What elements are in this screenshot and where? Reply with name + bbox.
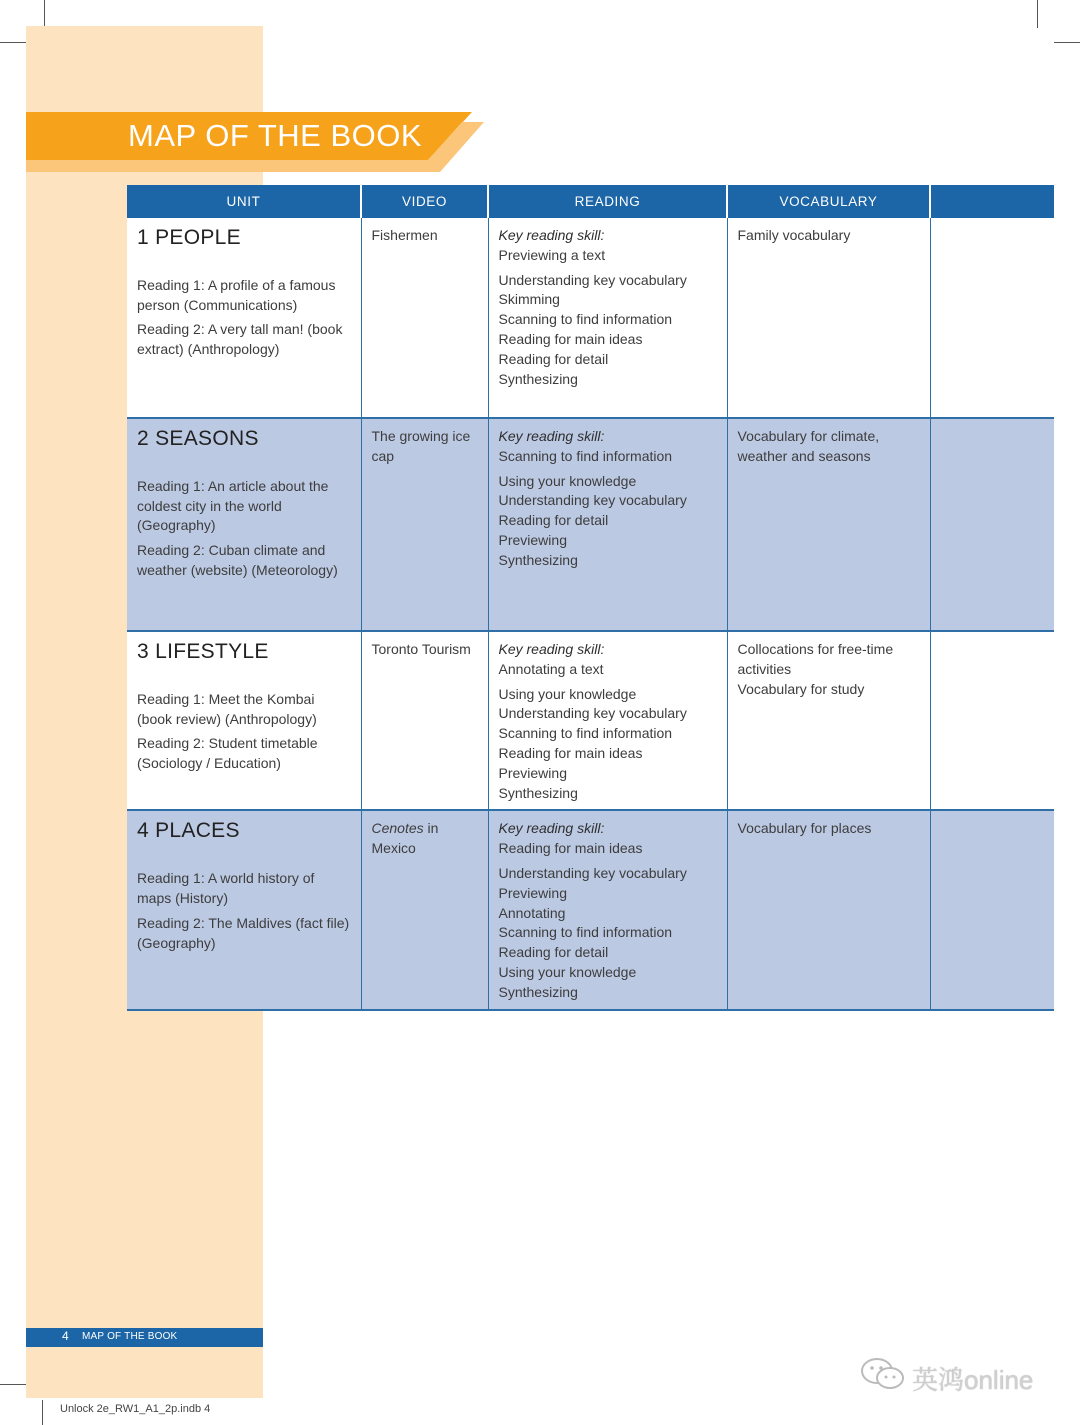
video-cell	[361, 631, 488, 810]
video-title: in Mexico	[371, 820, 439, 857]
skill-item: Understanding key vocabulary	[498, 864, 687, 881]
extra-cell	[930, 810, 1054, 1009]
skill-item: Skimming	[498, 291, 560, 308]
file-info: Unlock 2e_RW1_A1_2p.indb 4	[60, 1403, 211, 1415]
table-row	[127, 418, 1054, 631]
table-row	[127, 218, 1054, 418]
footer-label: MAP OF THE BOOK	[82, 1331, 178, 1342]
watermark	[860, 1356, 1034, 1396]
table-row	[127, 810, 1054, 1009]
key-skill-label: Key reading skill:	[498, 820, 605, 837]
header-row	[127, 185, 1054, 218]
vocabulary-cell	[727, 218, 930, 418]
map-table	[127, 185, 1054, 1011]
reading-text-1: Reading 1: An article about the coldest city in the world (Geography)	[137, 477, 329, 534]
reading-text-1: Reading 1: Meet the Kombai (book review) (Anthropology)	[137, 690, 317, 727]
skill-item: Reading for detail	[498, 350, 609, 367]
skill-item: Previewing	[498, 531, 567, 548]
key-skill-label: Key reading skill:	[498, 428, 605, 444]
extra-cell	[930, 418, 1054, 631]
skill-item: Reading for detail	[498, 512, 609, 529]
column-header-extra	[930, 185, 1054, 218]
vocabulary-item: Family vocabulary	[737, 227, 851, 243]
reading-cell	[488, 418, 727, 631]
reading-cell	[488, 810, 727, 1009]
unit-cell	[127, 810, 361, 1009]
reading-cell	[488, 631, 727, 810]
video-cell	[361, 810, 488, 1009]
skill-item: Annotating	[498, 904, 566, 921]
page-title: MAP OF THE BOOK	[128, 118, 423, 153]
skill-item: Previewing	[498, 764, 567, 781]
skill-item: Synthesizing	[498, 784, 578, 801]
skill-item: Reading for detail	[498, 944, 609, 961]
vocabulary-cell	[727, 631, 930, 810]
skill-item: Using your knowledge	[498, 963, 637, 980]
skill-item: Scanning to find information	[498, 924, 673, 941]
wechat-icon	[860, 1356, 906, 1392]
skill-item: Understanding key vocabulary	[498, 492, 687, 509]
table-row	[127, 631, 1054, 810]
skill-item: Scanning to find information	[498, 725, 673, 742]
unit-cell	[127, 418, 361, 631]
video-title: Fishermen	[371, 227, 438, 243]
column-header-reading: READING	[488, 185, 727, 218]
reading-text-2: Reading 2: A very tall man! (book extract) (Anthropology)	[137, 321, 343, 358]
column-header-video: VIDEO	[361, 185, 488, 218]
skill-item: Scanning to find information	[498, 311, 673, 328]
unit-title: 2 SEASONS	[137, 427, 259, 450]
key-skill: Previewing a text	[498, 246, 606, 263]
crop-mark	[0, 42, 26, 43]
crop-mark	[44, 0, 45, 28]
skill-item: Previewing	[498, 884, 567, 901]
unit-title: 3 LIFESTYLE	[137, 640, 269, 663]
vocabulary-cell	[727, 418, 930, 631]
column-header-unit: UNIT	[127, 185, 361, 218]
skill-item: Synthesizing	[498, 370, 578, 387]
video-cell	[361, 218, 488, 418]
reading-text-1: Reading 1: A profile of a famous person (Communications)	[137, 276, 336, 313]
skill-item: Understanding key vocabulary	[498, 271, 687, 288]
skill-item: Synthesizing	[498, 983, 578, 1000]
video-cell	[361, 418, 488, 631]
reading-text-2: Reading 2: The Maldives (fact file) (Geography)	[137, 914, 350, 951]
reading-text-1: Reading 1: A world history of maps (History)	[137, 870, 315, 906]
key-skill: Reading for main ideas	[498, 840, 643, 857]
key-skill-label: Key reading skill:	[498, 227, 605, 243]
column-header-vocabulary: VOCABULARY	[727, 185, 930, 218]
watermark-text: 英鸿online	[912, 1365, 1034, 1395]
video-title: Toronto Tourism	[371, 641, 471, 657]
vocabulary-item: Vocabulary for study	[737, 680, 865, 697]
crop-mark	[1054, 42, 1080, 43]
unit-title: 1 PEOPLE	[137, 226, 241, 249]
vocabulary-item: Collocations for free-time activities	[737, 641, 894, 677]
unit-cell	[127, 218, 361, 418]
crop-mark	[42, 1400, 43, 1425]
video-title-italic: Cenotes	[371, 820, 424, 837]
reading-cell	[488, 218, 727, 418]
key-skill-label: Key reading skill:	[498, 641, 605, 657]
page-number: 4	[62, 1329, 69, 1343]
key-skill: Annotating a text	[498, 660, 604, 677]
skill-item: Reading for main ideas	[498, 744, 643, 761]
crop-mark	[0, 1384, 26, 1385]
extra-cell	[930, 631, 1054, 810]
skill-item: Synthesizing	[498, 551, 578, 568]
key-skill: Scanning to find information	[498, 447, 673, 464]
skill-item: Understanding key vocabulary	[498, 705, 687, 722]
footer-bar	[26, 1328, 263, 1347]
skill-item: Reading for main ideas	[498, 330, 643, 347]
reading-text-2: Reading 2: Student timetable (Sociology / Education)	[137, 735, 318, 772]
vocabulary-item: Vocabulary for climate, weather and seasons	[737, 428, 880, 464]
title-banner	[26, 112, 486, 174]
crop-mark	[1037, 0, 1038, 28]
skill-item: Using your knowledge	[498, 685, 637, 702]
reading-text-2: Reading 2: Cuban climate and weather (website) (Meteorology)	[137, 542, 338, 578]
unit-title: 4 PLACES	[137, 819, 240, 843]
unit-cell	[127, 631, 361, 810]
extra-cell	[930, 218, 1054, 418]
video-title: The growing ice cap	[371, 428, 471, 464]
skill-item: Using your knowledge	[498, 472, 637, 489]
vocabulary-item: Vocabulary for places	[737, 820, 872, 837]
vocabulary-cell	[727, 810, 930, 1009]
